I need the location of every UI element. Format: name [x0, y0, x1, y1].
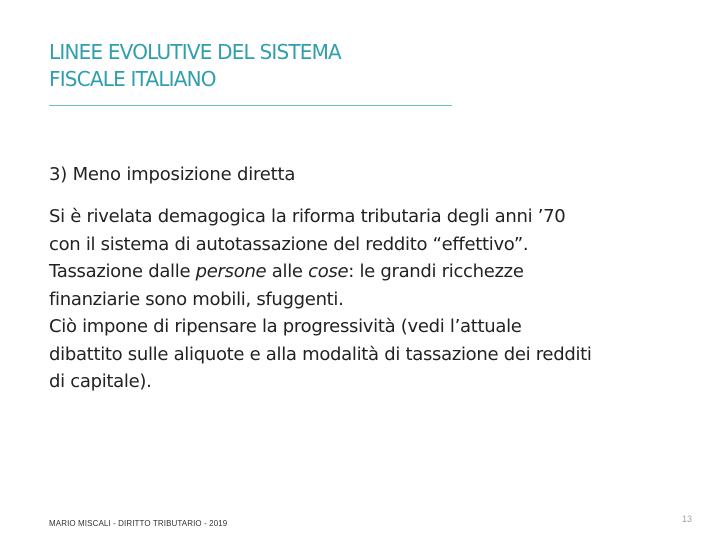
emphasis-persone: persone: [195, 261, 267, 282]
slide-title: [49, 39, 469, 93]
paragraph-2-prefix: Tassazione dalle: [49, 261, 196, 282]
footer-credit: MARIO MISCALI - DIRITTO TRIBUTARIO - 2019: [49, 519, 228, 528]
paragraph-2-suffix: : le grandi ricchezze: [348, 261, 524, 282]
title-line-2: FISCALE ITALIANO: [49, 67, 216, 91]
paragraph-2-mid: alle: [266, 261, 309, 282]
title-underline-divider: [49, 105, 452, 106]
paragraph-2-line-2: finanziarie sono mobili, sfuggenti.: [49, 288, 344, 310]
body-text: [49, 203, 689, 396]
title-line-1: LINEE EVOLUTIVE DEL SISTEMA: [49, 40, 341, 64]
emphasis-cose: cose: [308, 261, 349, 282]
paragraph-3-line-2: dibattito sulle aliquote e alla modalità di tassazione dei redditi: [49, 343, 592, 365]
paragraph-2-line-1: [49, 258, 689, 286]
page-number: 13: [681, 514, 692, 524]
paragraph-1-line-2: con il sistema di autotassazione del reddito “effettivo”.: [49, 233, 529, 255]
paragraph-3-line-1: Ciò impone di ripensare la progressività (vedi l’attuale: [49, 316, 522, 337]
paragraph-1-line-1: Si è rivelata demagogica la riforma tributaria degli anni ’70: [49, 206, 566, 227]
paragraph-3-line-3: di capitale).: [49, 371, 152, 392]
section-heading: 3) Meno imposizione diretta: [49, 164, 296, 185]
